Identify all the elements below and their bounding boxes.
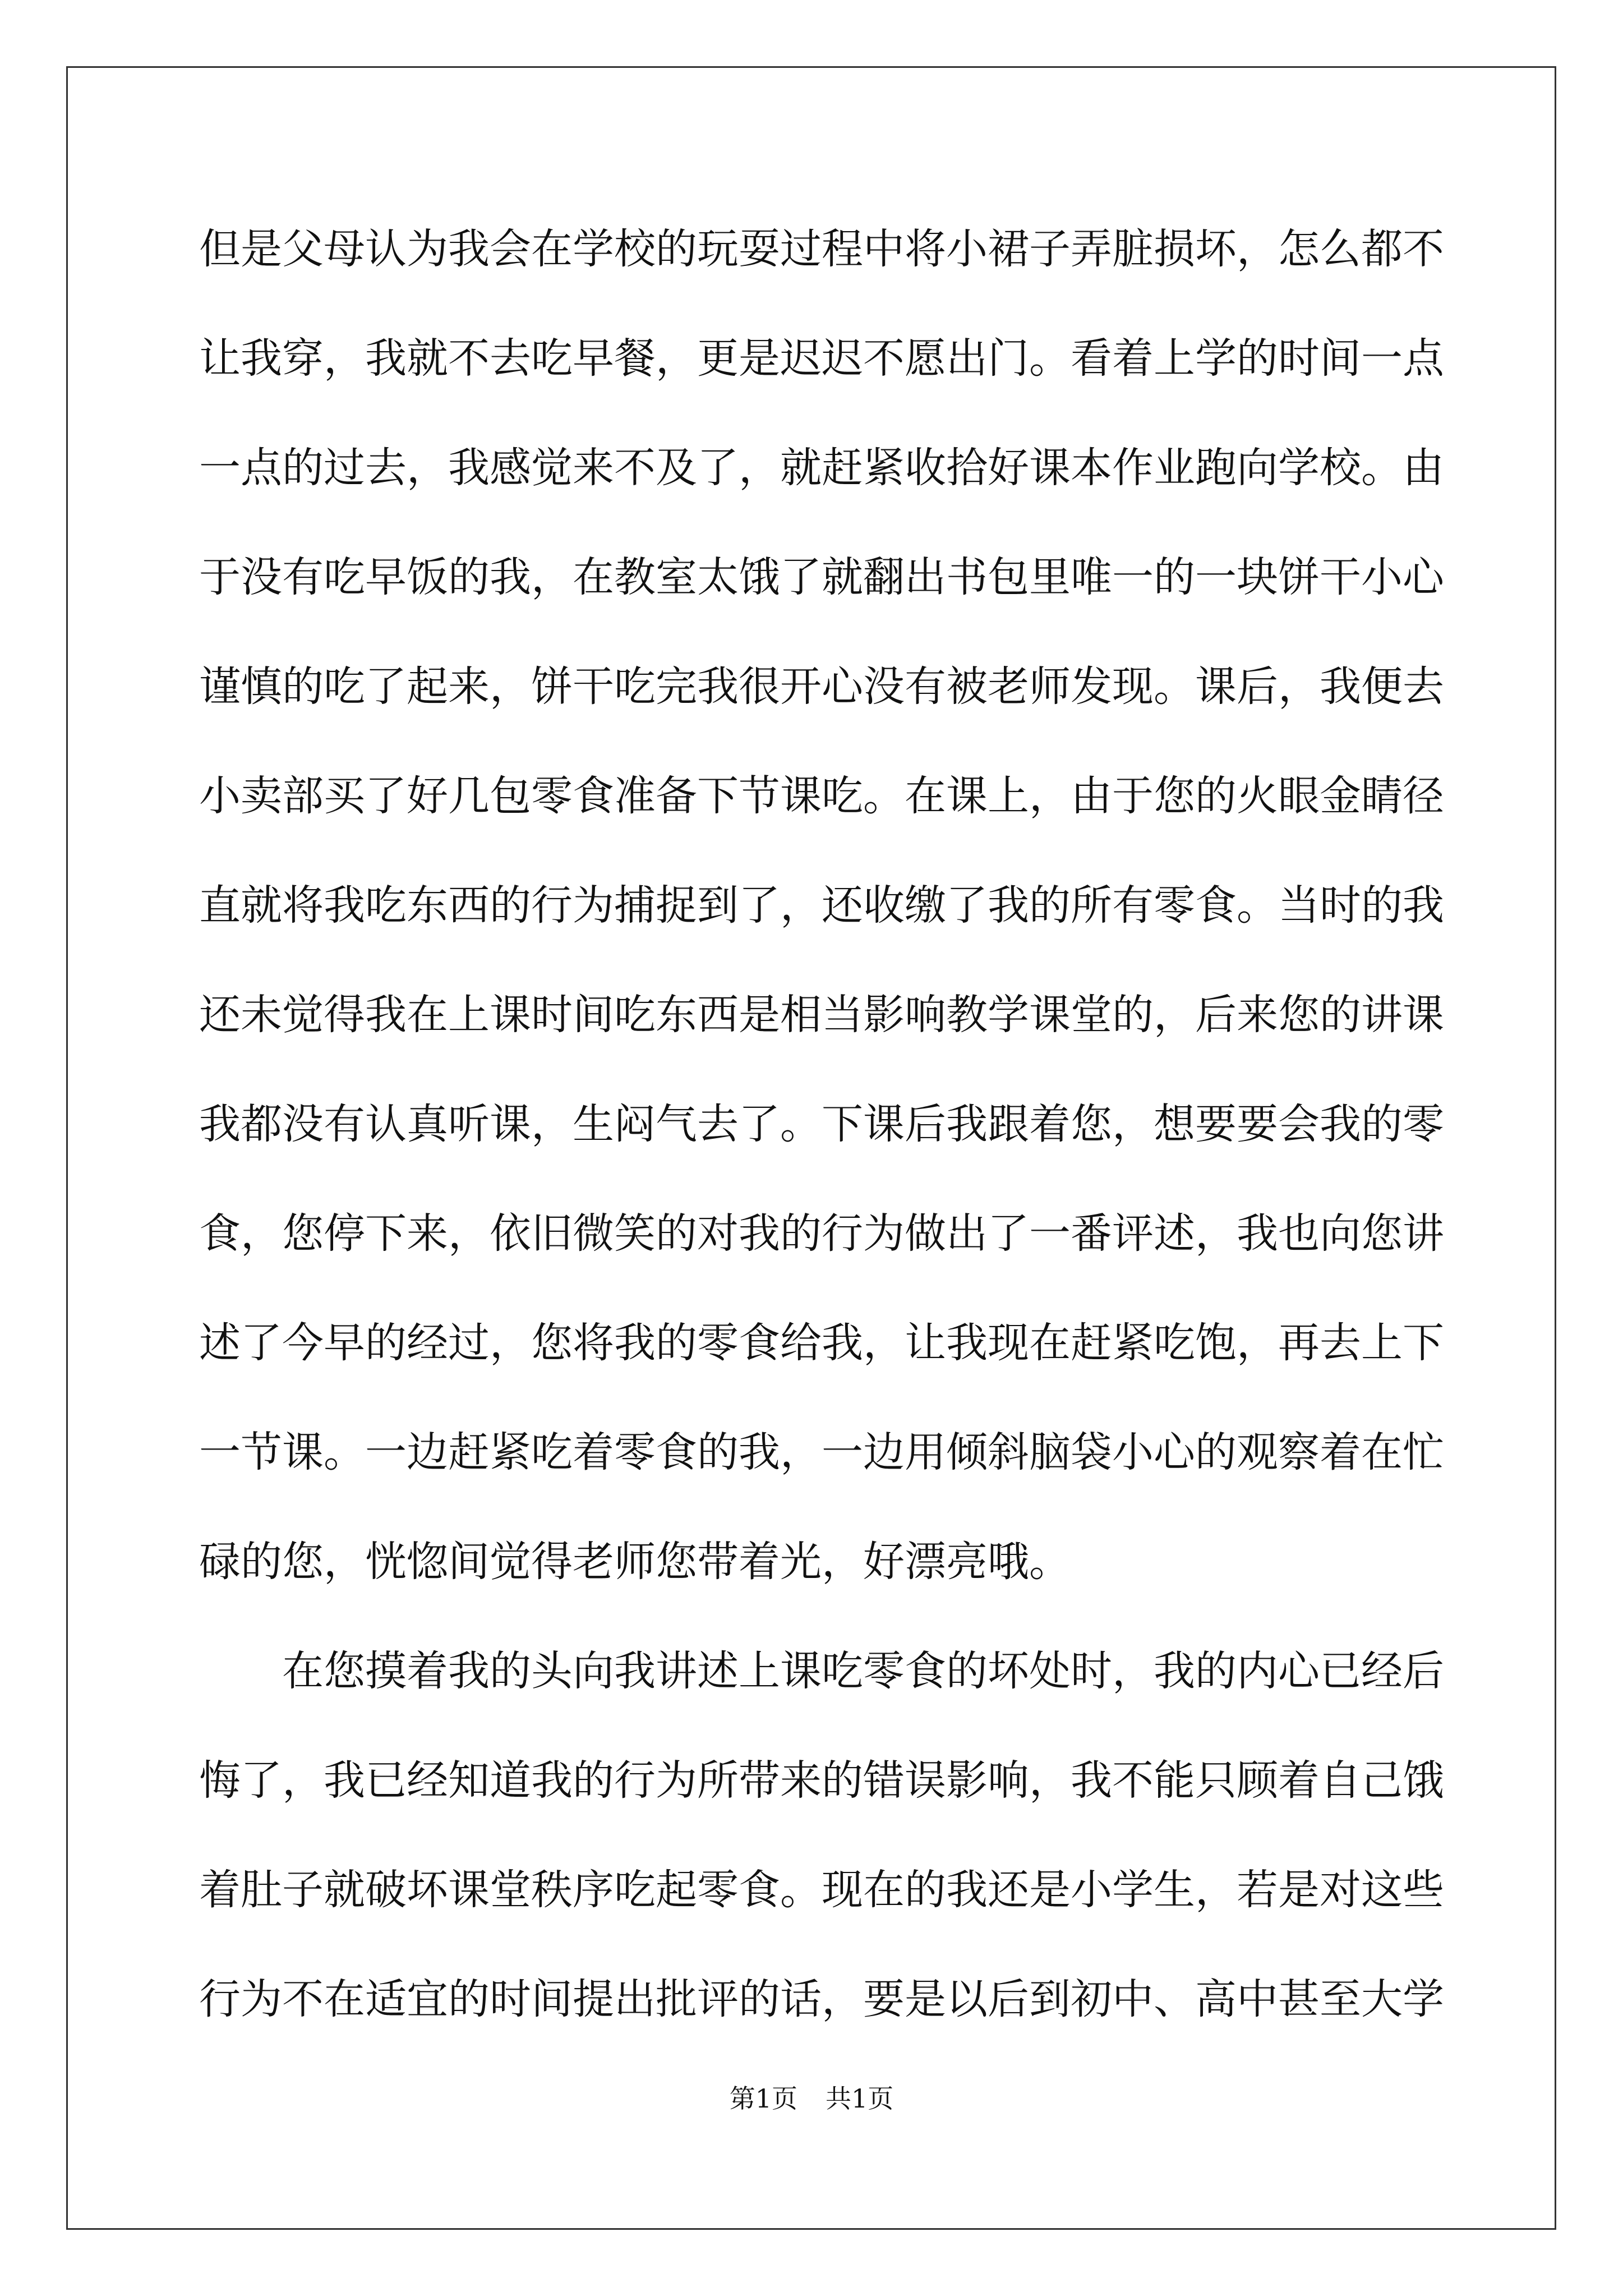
text-line: 谨 慎 的 吃 了 起 来 ， 饼 干 吃 完 我 很 开 心 没 有 被 老 师 发 现 。 课 后 ， 我 便 去 (199, 662, 1444, 711)
text-line: 碌的您，恍惚间觉得老师您带着光，好漂亮哦。 (199, 1537, 1071, 1586)
text-line: 行 为 不 在 适 宜 的 时 间 提 出 批 评 的 话 ， 要 是 以 后 到 初 中 、 高 中 甚 至 大 学 (199, 1975, 1444, 2023)
text-line: 让 我 穿 ， 我 就 不 去 吃 早 餐 ， 更 是 迟 迟 不 愿 出 门 。 看 着 上 学 的 时 间 一 点 (199, 334, 1444, 383)
text-line: 于 没 有 吃 早 饭 的 我 ， 在 教 室 太 饿 了 就 翻 出 书 包 里 唯 一 的 一 块 饼 干 小 心 (199, 553, 1444, 601)
text-line: 还 未 觉 得 我 在 上 课 时 间 吃 东 西 是 相 当 影 响 教 学 课 堂 的 ， 后 来 您 的 讲 课 (199, 990, 1444, 1039)
text-line: 在 您 摸 着 我 的 头 向 我 讲 述 上 课 吃 零 食 的 坏 处 时 ， 我 的 内 心 已 经 后 (282, 1646, 1444, 1695)
text-line: 直 就 将 我 吃 东 西 的 行 为 捕 捉 到 了 ， 还 收 缴 了 我 的 所 有 零 食 。 当 时 的 我 (199, 881, 1444, 930)
text-line: 述 了 今 早 的 经 过 ， 您 将 我 的 零 食 给 我 ， 让 我 现 在 赶 紧 吃 饱 ， 再 去 上 下 (199, 1318, 1444, 1367)
text-line: 小 卖 部 买 了 好 几 包 零 食 准 备 下 节 课 吃 。 在 课 上 ， 由 于 您 的 火 眼 金 睛 径 (199, 771, 1444, 820)
text-line: 但 是 父 母 认 为 我 会 在 学 校 的 玩 耍 过 程 中 将 小 裙 子 弄 脏 损 坏 ， 怎 么 都 不 (199, 224, 1444, 273)
text-line: 我 都 没 有 认 真 听 课 ， 生 闷 气 去 了 。 下 课 后 我 跟 着 您 ， 想 要 要 会 我 的 零 (199, 1099, 1444, 1148)
page-number: 第1页 (729, 2083, 797, 2114)
text-line: 一 点 的 过 去 ， 我 感 觉 来 不 及 了 ， 就 赶 紧 收 拾 好 课 本 作 业 跑 向 学 校 。 由 (199, 443, 1444, 492)
text-line: 食 ， 您 停 下 来 ， 依 旧 微 笑 的 对 我 的 行 为 做 出 了 一 番 评 述 ， 我 也 向 您 讲 (199, 1209, 1444, 1258)
document-body (199, 191, 1444, 2050)
page-footer (0, 2078, 1623, 2115)
text-line: 一 节 课 。 一 边 赶 紧 吃 着 零 食 的 我 ， 一 边 用 倾 斜 脑 袋 小 心 的 观 察 着 在 忙 (199, 1428, 1444, 1476)
page-total: 共1页 (826, 2083, 894, 2114)
text-line: 悔 了 ， 我 已 经 知 道 我 的 行 为 所 带 来 的 错 误 影 响 ， 我 不 能 只 顾 着 自 己 饿 (199, 1756, 1444, 1805)
text-line: 着 肚 子 就 破 坏 课 堂 秩 序 吃 起 零 食 。 现 在 的 我 还 是 小 学 生 ， 若 是 对 这 些 (199, 1865, 1444, 1914)
